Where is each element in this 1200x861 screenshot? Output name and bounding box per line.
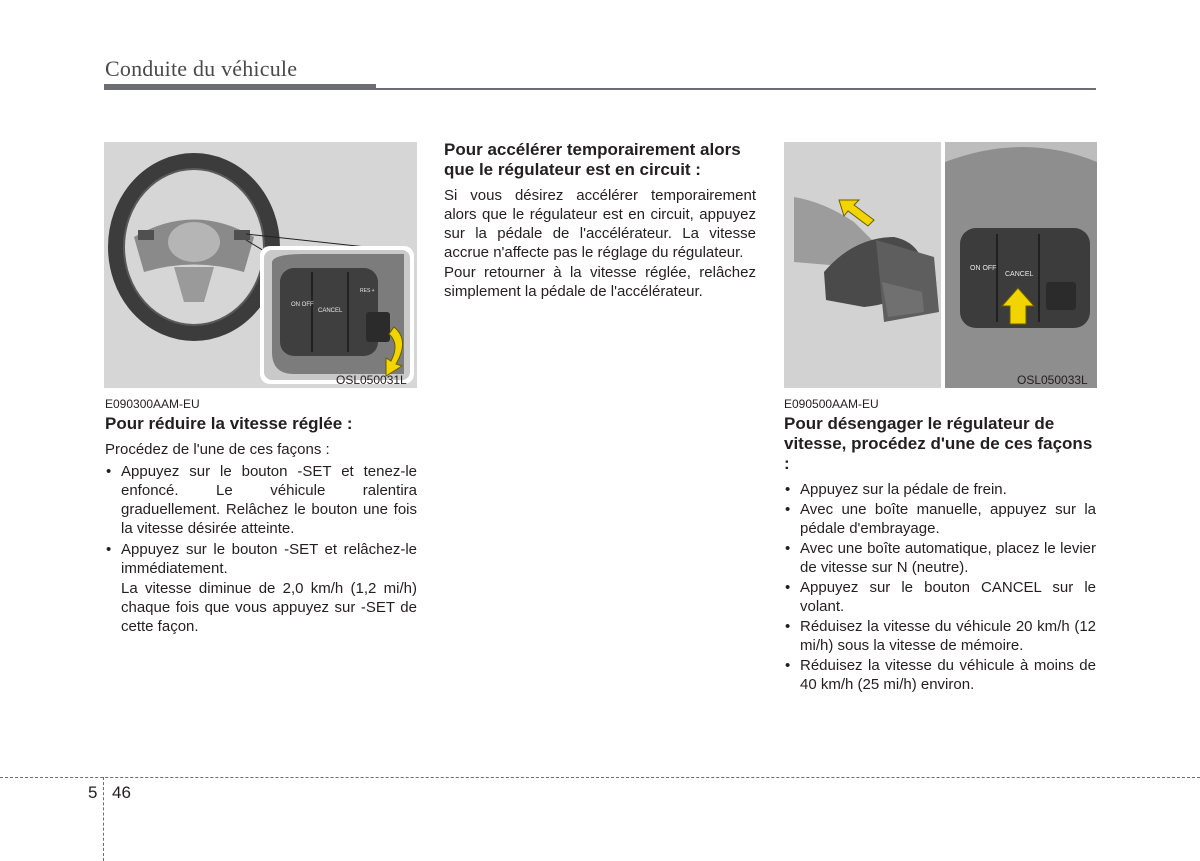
list-item: • Appuyez sur la pédale de frein. — [785, 481, 1007, 498]
section-code-left: E090300AAM-EU — [105, 397, 200, 411]
intro-text: Procédez de l'une de ces façons : — [105, 441, 330, 458]
pedal-and-cancel-figure — [784, 142, 1097, 388]
reduce-speed-list — [105, 462, 417, 578]
header-rule-thick — [104, 84, 376, 90]
on-off-button-label: ON OFF — [291, 302, 314, 308]
figure-label-left: OSL050031L — [336, 373, 407, 387]
disengage-list — [784, 480, 1096, 694]
right-text-block — [784, 414, 1096, 695]
heading-reduce-speed: Pour réduire la vitesse réglée : — [105, 414, 353, 433]
footer-divider — [103, 777, 104, 861]
res-button-label: RES + — [360, 288, 375, 294]
middle-text-block — [444, 140, 756, 301]
cancel-button-label: CANCEL — [318, 308, 343, 314]
section-code-right: E090500AAM-EU — [784, 397, 879, 411]
header-rule-thin — [376, 88, 1096, 90]
section-title: Conduite du véhicule — [105, 56, 298, 81]
middle-paragraph-1: Si vous désirez accélérer temporairement alors que le régulateur est en circuit, appuyez sur la pédale de l'accélérateur. La vitesse accrue n'affecte pas le réglage du régulateur. — [444, 187, 756, 261]
footer-rule — [0, 777, 1200, 778]
pedal-cancel-illustration — [784, 142, 1097, 388]
page-number: 46 — [112, 783, 131, 802]
list-item: • Avec une boîte automatique, placez le levier de vitesse sur N (neutre). — [785, 540, 1096, 576]
chapter-number: 5 — [88, 783, 98, 802]
list-item: • Appuyez sur le bouton -SET et relâchez-le immédiatement. — [106, 541, 417, 577]
note-text: La vitesse diminue de 2,0 km/h (1,2 mi/h) chaque fois que vous appuyez sur -SET de cette façon. — [121, 580, 417, 635]
steering-wheel-illustration — [104, 142, 417, 388]
steering-wheel-figure — [104, 142, 417, 388]
list-item: • Appuyez sur le bouton CANCEL sur le volant. — [785, 579, 1096, 615]
figure-label-right: OSL050033L — [1017, 373, 1088, 387]
list-item: • Avec une boîte manuelle, appuyez sur la pédale d'embrayage. — [785, 501, 1096, 537]
list-item: • Appuyez sur le bouton -SET et tenez-le enfoncé. Le véhicule ralentira graduellement. Relâchez le bouton une fois la vitesse désirée atteinte. — [106, 463, 417, 537]
list-item: • Réduisez la vitesse du véhicule à moins de 40 km/h (25 mi/h) environ. — [785, 657, 1096, 693]
cancel-button-label: CANCEL — [1005, 271, 1034, 278]
middle-paragraph-2: Pour retourner à la vitesse réglée, relâchez simplement la pédale de l'accélérateur. — [444, 264, 756, 300]
list-item: • Réduisez la vitesse du véhicule 20 km/h (12 mi/h) sous la vitesse de mémoire. — [785, 618, 1096, 654]
left-text-block — [105, 414, 417, 636]
heading-disengage-cruise: Pour désengager le régulateur de vitesse, procédez d'une de ces façons : — [784, 414, 1093, 473]
heading-temporary-acceleration: Pour accélérer temporairement alors que le régulateur est en circuit : — [444, 140, 741, 179]
on-off-button-label: ON OFF — [970, 265, 997, 272]
